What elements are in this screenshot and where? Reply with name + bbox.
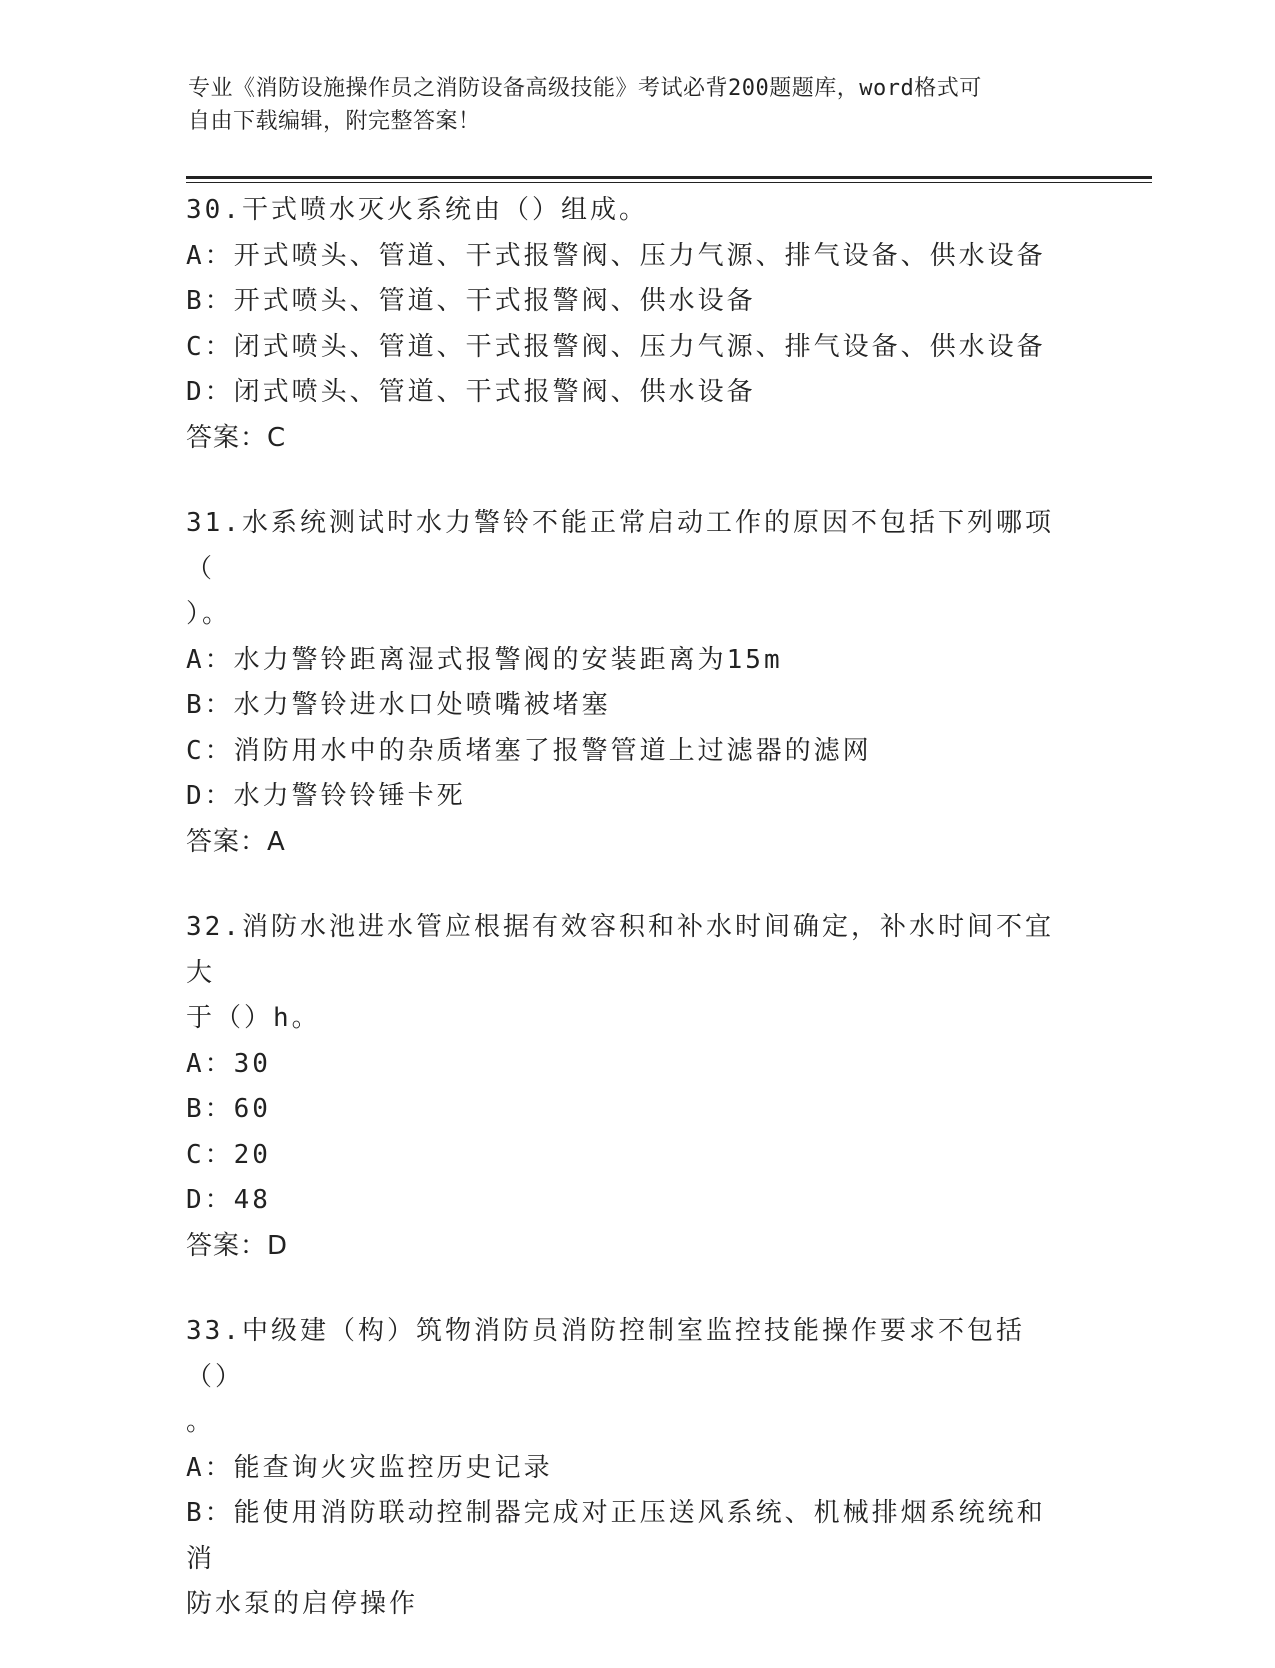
option-a: A：30: [186, 1048, 271, 1079]
question-stem: 31.水系统测试时水力警铃不能正常启动工作的原因不包括下列哪项（: [186, 508, 1054, 584]
answer: 答案：C: [186, 422, 287, 453]
question-32: [186, 905, 1066, 1269]
option-d: D：闭式喷头、管道、干式报警阀、供水设备: [186, 377, 756, 407]
option-a: A：能查询火灾监控历史记录: [186, 1452, 553, 1483]
header-line-2: 自由下载编辑，附完整答案！: [188, 109, 481, 134]
question-30: [186, 188, 1066, 461]
question-31: [186, 501, 1066, 865]
question-stem-continued: 于（）h。: [186, 1003, 321, 1033]
header-line-1: 专业《消防设施操作员之消防设备高级技能》考试必背200题题库，word格式可: [188, 76, 982, 101]
option-a: A：水力警铃距离湿式报警阀的安装距离为15m: [186, 644, 783, 675]
question-stem: 30.干式喷水灭火系统由（）组成。: [186, 195, 648, 225]
document-header: [188, 72, 1068, 138]
question-stem-continued: 。: [186, 1407, 216, 1437]
question-stem: 32.消防水池进水管应根据有效容积和补水时间确定，补水时间不宜大: [186, 912, 1054, 988]
option-c: C：闭式喷头、管道、干式报警阀、压力气源、排气设备、供水设备: [186, 331, 1046, 362]
option-b: B：能使用消防联动控制器完成对正压送风系统、机械排烟系统统和消: [186, 1498, 1046, 1574]
option-b: B：开式喷头、管道、干式报警阀、供水设备: [186, 286, 756, 316]
header-divider-thin: [186, 182, 1152, 183]
question-stem-continued: ）。: [186, 599, 232, 629]
option-d: D：48: [186, 1185, 271, 1215]
option-d: D：水力警铃铃锤卡死: [186, 781, 466, 811]
header-divider-thick: [186, 176, 1152, 179]
option-b: B：水力警铃进水口处喷嘴被堵塞: [186, 690, 611, 720]
answer: 答案：A: [186, 826, 286, 857]
option-b: B：60: [186, 1094, 271, 1124]
option-c: C：20: [186, 1139, 271, 1170]
question-33: [186, 1309, 1066, 1628]
question-list: [186, 188, 1066, 1668]
question-stem: 33.中级建（构）筑物消防员消防控制室监控技能操作要求不包括（）: [186, 1316, 1025, 1392]
answer: 答案：D: [186, 1230, 289, 1261]
option-c: C：消防用水中的杂质堵塞了报警管道上过滤器的滤网: [186, 735, 872, 766]
option-a: A：开式喷头、管道、干式报警阀、压力气源、排气设备、供水设备: [186, 240, 1046, 271]
option-b-continued: 防水泵的启停操作: [186, 1589, 419, 1619]
